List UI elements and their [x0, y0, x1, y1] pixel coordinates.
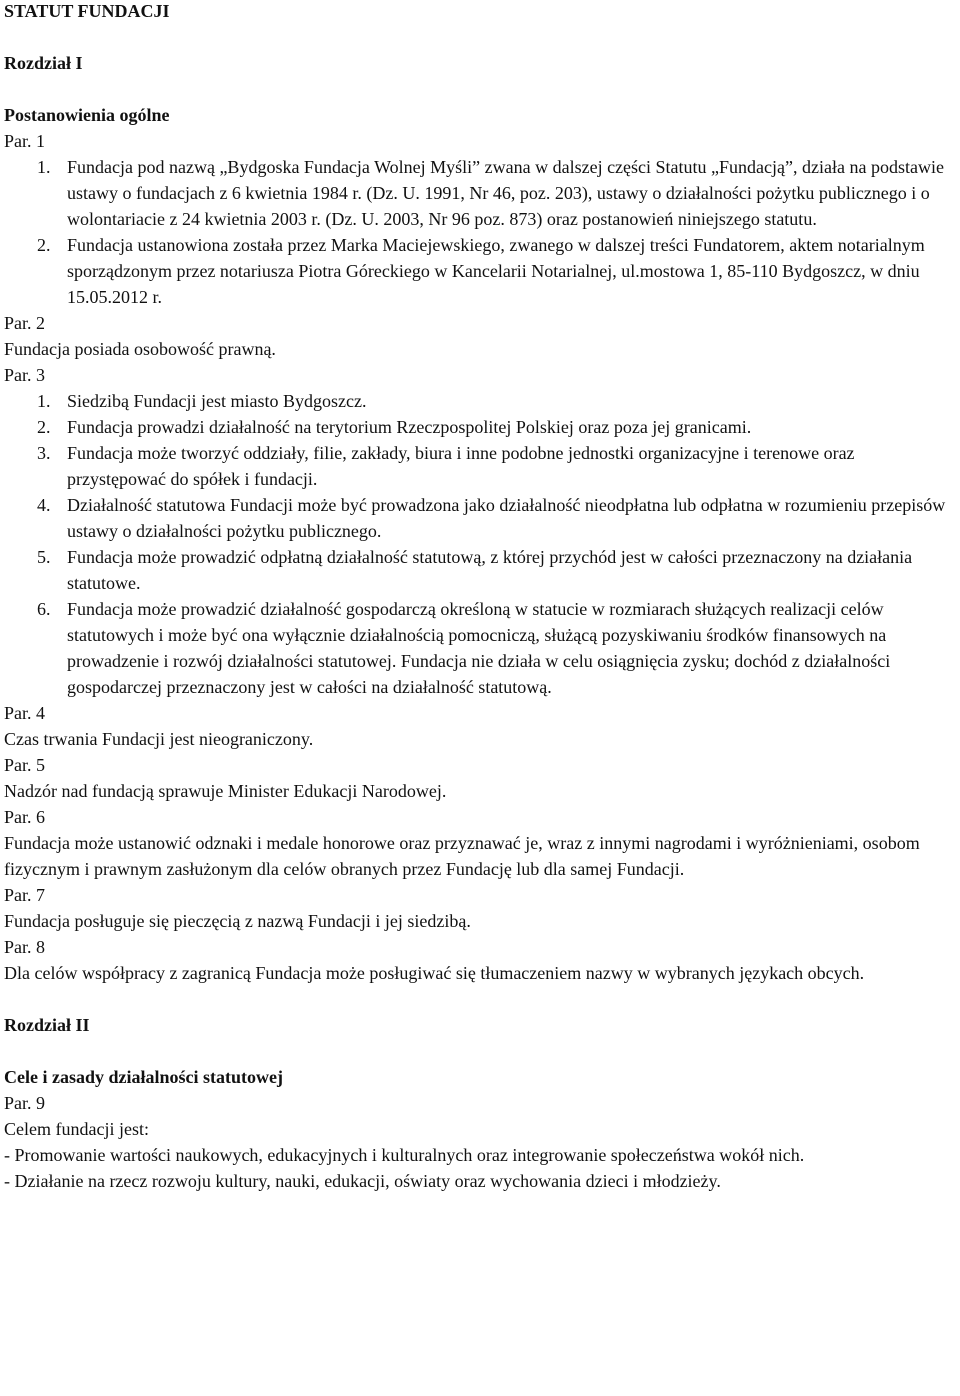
list-item-number: 6.: [37, 599, 51, 619]
list-item-number: 2.: [37, 235, 51, 255]
list-item: [4, 414, 956, 440]
list-item-number: 3.: [37, 443, 51, 463]
list-item-text: Fundacja prowadzi działalność na terytorium Rzeczpospolitej Polskiej oraz poza jej granicami.: [67, 417, 752, 437]
chapter-2-subheading: Cele i zasady działalności statutowej: [4, 1067, 283, 1087]
list-item-text: Fundacja pod nazwą „Bydgoska Fundacja Wolnej Myśli” zwana w dalszej części Statutu „Fundacją”, działa na podstawie ustawy o fundacjach z 6 kwietnia 1984 r. (Dz. U. 1991, Nr 46, poz. 203), ustawy o działalności pożytku publicznego i o wolontariacie z 24 kwietnia 2003 r. (Dz. U. 2003, Nr 96 poz. 873) oraz postanowień niniejszego statutu.: [67, 157, 944, 229]
list-item-text: Fundacja może prowadzić odpłatną działalność statutową, z której przychód jest w całości przeznaczony na działania statutowe.: [67, 547, 913, 593]
list-item-number: 1.: [37, 157, 51, 177]
list-item-text: Fundacja może tworzyć oddziały, filie, zakłady, biura i inne podobne jednostki organizacyjne i terenowe oraz przystępować do spółek i fundacji.: [67, 443, 855, 489]
par-9-item: - Promowanie wartości naukowych, edukacyjnych i kulturalnych oraz integrowanie społeczeństwa wokół nich.: [4, 1145, 805, 1165]
par-9-item: - Działanie na rzecz rozwoju kultury, nauki, edukacji, oświaty oraz wychowania dzieci i młodzieży.: [4, 1171, 721, 1191]
par-6-text: Fundacja może ustanowić odznaki i medale honorowe oraz przyznawać je, wraz z innymi nagrodami i wyróżnieniami, osobom fizycznym i prawnym zasłużonym dla celów obranych przez Fundację lub dla samej Fundacji.: [4, 833, 920, 879]
chapter-1-subheading: Postanowienia ogólne: [4, 105, 170, 125]
list-item: [4, 492, 956, 544]
list-item-text: Fundacja ustanowiona została przez Marka Maciejewskiego, zwanego w dalszej treści Fundatorem, aktem notarialnym sporządzonym przez notariusza Piotra Góreckiego w Kancelarii Notarialnej, ul.mostowa 1, 85-110 Bydgoszcz, w dniu 15.05.2012 r.: [67, 235, 925, 307]
list-item-number: 2.: [37, 417, 51, 437]
par-5-label: Par. 5: [4, 755, 46, 775]
document-title: STATUT FUNDACJI: [4, 1, 170, 21]
par-4-label: Par. 4: [4, 703, 46, 723]
list-item: [4, 596, 956, 700]
par-9-intro: Celem fundacji jest:: [4, 1119, 149, 1139]
par-3-label: Par. 3: [4, 365, 46, 385]
par-4-text: Czas trwania Fundacji jest nieograniczony.: [4, 729, 314, 749]
par-5-text: Nadzór nad fundacją sprawuje Minister Edukacji Narodowej.: [4, 781, 447, 801]
par-2-text: Fundacja posiada osobowość prawną.: [4, 339, 276, 359]
par-7-text: Fundacja posługuje się pieczęcią z nazwą Fundacji i jej siedzibą.: [4, 911, 471, 931]
par-3-list: [4, 388, 956, 700]
par-1-list: [4, 154, 956, 310]
list-item-text: Działalność statutowa Fundacji może być prowadzona jako działalność nieodpłatna lub odpłatna w rozumieniu przepisów ustawy o działalności pożytku publicznego.: [67, 495, 946, 541]
list-item: [4, 544, 956, 596]
list-item-number: 1.: [37, 391, 51, 411]
par-7-label: Par. 7: [4, 885, 46, 905]
list-item: [4, 388, 956, 414]
par-8-label: Par. 8: [4, 937, 46, 957]
par-8-text: Dla celów współpracy z zagranicą Fundacja może posługiwać się tłumaczeniem nazwy w wybranych językach obcych.: [4, 963, 865, 983]
list-item-number: 5.: [37, 547, 51, 567]
list-item: [4, 154, 956, 232]
par-1-label: Par. 1: [4, 131, 46, 151]
list-item: [4, 440, 956, 492]
list-item: [4, 232, 956, 310]
par-6-label: Par. 6: [4, 807, 46, 827]
chapter-1-heading: Rozdział I: [4, 53, 83, 73]
par-2-label: Par. 2: [4, 313, 46, 333]
list-item-text: Siedzibą Fundacji jest miasto Bydgoszcz.: [67, 391, 367, 411]
list-item-number: 4.: [37, 495, 51, 515]
list-item-text: Fundacja może prowadzić działalność gospodarczą określoną w statucie w rozmiarach służących realizacji celów statutowych i może być ona wyłącznie działalnością pomocniczą, służącą pozyskiwaniu środków finansowych na prowadzenie i rozwój działalności statutowej. Fundacja nie działa w celu osiągnięcia zysku; dochód z działalności gospodarczej przeznaczony jest w całości na działalność statutową.: [67, 599, 891, 697]
par-9-label: Par. 9: [4, 1093, 46, 1113]
chapter-2-heading: Rozdział II: [4, 1015, 90, 1035]
